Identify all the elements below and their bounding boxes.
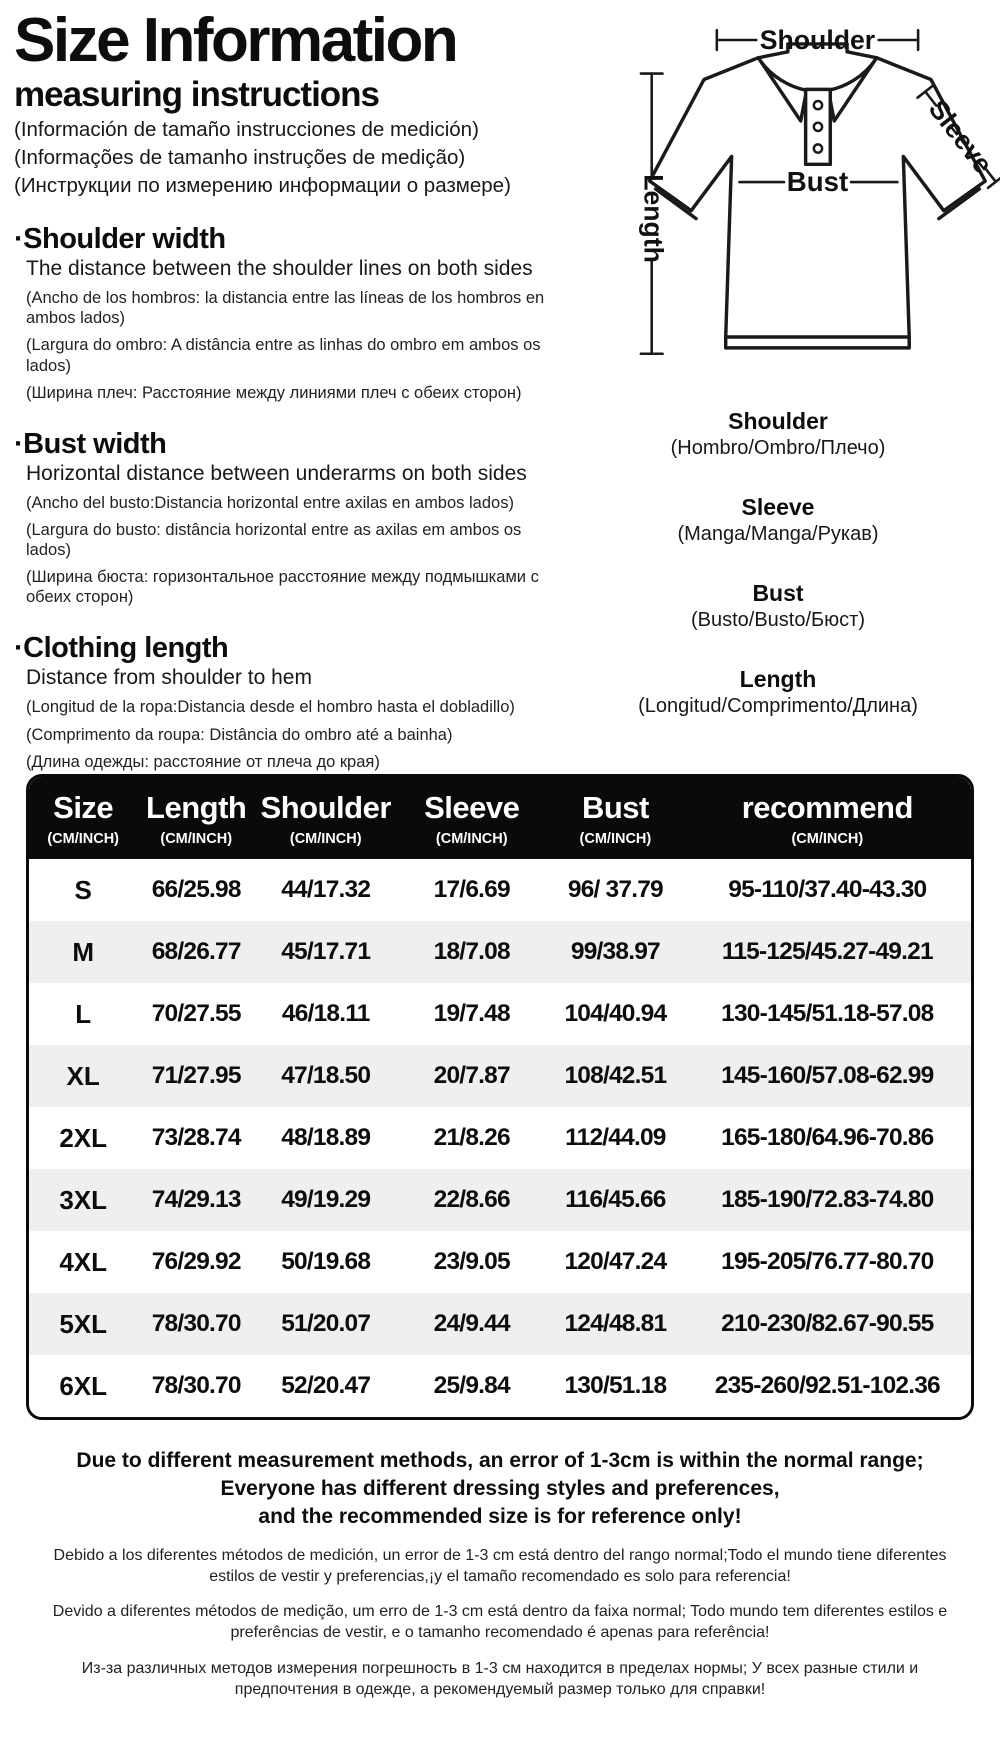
subtitle-translation-pt: (Informações de tamanho instruções de medição): [14, 146, 466, 170]
header-cell: [137, 790, 255, 847]
size-table: [26, 774, 974, 1420]
subtitle-translation-ru: (Инструкции по измерению информации о размере): [14, 174, 511, 198]
table-cell: 44/17.32: [281, 876, 371, 903]
measurement-legend: [556, 408, 1000, 718]
table-cell: 20/7.87: [433, 1062, 510, 1089]
legend-translations: (Longitud/Comprimento/Длина): [638, 695, 918, 717]
section-clothing-length: [14, 632, 562, 771]
section-bust-width: [14, 428, 562, 608]
section-translation-pt: (Largura do ombro: A distância entre as linhas do ombro em ambos os lados): [26, 336, 541, 375]
legend-term: Bust: [752, 580, 804, 606]
disclaimer-area: [0, 1447, 1000, 1701]
header-unit-label: (CM/INCH): [289, 831, 362, 847]
header-cell: [255, 790, 396, 847]
table-row: [29, 1355, 971, 1417]
disclaimer-russian: Из-за различных методов измерения погрешность в 1-3 см находится в пределах нормы; У всех разные стили и предпочтения в одежде, а рекомендуемый размер только для справки!: [81, 1659, 919, 1698]
table-cell: 45/17.71: [281, 938, 371, 965]
table-cell: 185-190/72.83-74.80: [721, 1186, 934, 1213]
sleeve-measure-label: Sleeve: [922, 94, 999, 180]
header-column-label: Sleeve: [424, 790, 520, 825]
section-translation-es: (Longitud de la ropa:Distancia desde el hombro hasta el dobladillo): [26, 698, 515, 717]
table-cell: 104/40.94: [564, 1000, 667, 1027]
size-label-cell: 2XL: [59, 1122, 107, 1153]
header-unit-label: (CM/INCH): [160, 831, 233, 847]
section-translation-ru: (Ширина плеч: Расстояние между линиями плеч с обеих сторон): [26, 383, 522, 402]
table-cell: 18/7.08: [433, 938, 510, 965]
disclaimer-english-line: Everyone has different dressing styles and preferences,: [220, 1476, 780, 1500]
header-column-label: recommend: [741, 790, 913, 825]
disclaimer-english-line: and the recommended size is for reference only!: [258, 1504, 742, 1528]
table-cell: 99/38.97: [570, 938, 660, 965]
table-cell: 70/27.55: [151, 1000, 241, 1027]
table-cell: 210-230/82.67-90.55: [721, 1310, 934, 1337]
table-row: [29, 1045, 971, 1107]
table-cell: 195-205/76.77-80.70: [721, 1248, 934, 1275]
table-row: [29, 1107, 971, 1169]
table-cell: 76/29.92: [151, 1248, 241, 1275]
legend-item: [556, 666, 1000, 718]
section-translation-pt: (Largura do busto: distância horizontal entre as axilas em ambos os lados): [26, 520, 522, 560]
diagram-column: [556, 0, 1000, 752]
table-cell: 96/ 37.79: [567, 876, 663, 903]
header-unit-label: (CM/INCH): [579, 831, 652, 847]
table-cell: 78/30.70: [151, 1372, 241, 1399]
table-cell: 51/20.07: [281, 1310, 371, 1337]
table-cell: 25/9.84: [433, 1372, 510, 1399]
table-row: [29, 1169, 971, 1231]
table-cell: 130/51.18: [564, 1372, 667, 1399]
section-description: Horizontal distance between underarms on both sides: [26, 461, 527, 485]
section-heading: ·Bust width: [14, 427, 167, 460]
disclaimer-spanish: Debido a los diferentes métodos de medición, un error de 1-3 cm está dentro del rango normal;Todo el mundo tiene diferentes estilos de vestir y preferencias,¡y el tamaño recomendado es solo para referencia!: [53, 1546, 947, 1585]
size-label-cell: XL: [66, 1060, 100, 1091]
legend-term: Length: [739, 666, 817, 692]
bust-measure-label: Bust: [786, 165, 849, 197]
table-row: [29, 1293, 971, 1355]
table-row: [29, 921, 971, 983]
table-cell: 46/18.11: [281, 1000, 370, 1027]
instructions-column: [14, 6, 562, 772]
table-cell: 23/9.05: [433, 1248, 510, 1275]
section-description: Distance from shoulder to hem: [26, 666, 312, 690]
legend-item: [556, 408, 1000, 460]
length-measure-label: Length: [638, 174, 669, 263]
section-translation-pt: (Comprimento da roupa: Distância do ombro até a bainha): [26, 725, 453, 744]
size-label-cell: 5XL: [59, 1308, 107, 1339]
polo-shirt-diagram: [556, 0, 1000, 378]
table-cell: 52/20.47: [281, 1372, 371, 1399]
size-label-cell: M: [72, 936, 94, 967]
subtitle-translation-es: (Información de tamaño instrucciones de medición): [14, 118, 479, 142]
table-cell: 71/27.95: [151, 1062, 241, 1089]
disclaimer-english-line: Due to different measurement methods, an error of 1-3cm is within the normal range;: [76, 1449, 924, 1472]
header-cell: [396, 790, 547, 847]
table-row: [29, 1231, 971, 1293]
table-cell: 130-145/51.18-57.08: [721, 1000, 934, 1027]
table-cell: 48/18.89: [281, 1124, 371, 1151]
legend-item: [556, 580, 1000, 632]
table-cell: 115-125/45.27-49.21: [721, 938, 933, 965]
shoulder-measure-label: Shoulder: [759, 24, 876, 55]
table-cell: 116/45.66: [565, 1186, 666, 1213]
section-heading: ·Shoulder width: [14, 223, 226, 256]
legend-translations: (Busto/Busto/Бюст): [690, 609, 865, 631]
table-row: [29, 859, 971, 921]
size-label-cell: 3XL: [59, 1184, 107, 1215]
table-cell: 73/28.74: [151, 1124, 241, 1151]
header-cell: [547, 790, 684, 847]
table-cell: 47/18.50: [281, 1062, 371, 1089]
header-unit-label: (CM/INCH): [791, 831, 864, 847]
header-unit-label: (CM/INCH): [47, 831, 119, 847]
section-description: The distance between the shoulder lines on both sides: [26, 257, 533, 281]
header-area: [0, 0, 1000, 772]
section-translation-ru: (Длина одежды: расстояние от плеча до края): [26, 752, 380, 771]
page-subtitle: measuring instructions: [14, 75, 380, 115]
table-cell: 50/19.68: [281, 1248, 371, 1275]
section-shoulder-width: [14, 223, 562, 403]
table-cell: 112/44.09: [565, 1124, 666, 1151]
table-cell: 24/9.44: [433, 1310, 510, 1337]
size-label-cell: S: [74, 874, 92, 905]
size-label-cell: L: [75, 998, 92, 1029]
table-cell: 49/19.29: [281, 1186, 371, 1213]
section-translation-es: (Ancho del busto:Distancia horizontal entre axilas en ambos lados): [26, 493, 514, 512]
size-label-cell: 6XL: [59, 1370, 107, 1401]
table-cell: 17/6.69: [433, 876, 510, 903]
header-unit-label: (CM/INCH): [435, 831, 508, 847]
header-cell: [29, 790, 137, 847]
header-column-label: Length: [146, 790, 247, 825]
disclaimer-portuguese: Devido a diferentes métodos de medição, um erro de 1-3 cm está dentro da faixa normal; Todo mundo tem diferentes estilos e preferências de vestir, e o tamanho recomendado é apenas para referência!: [52, 1603, 948, 1642]
header-column-label: Size: [53, 790, 114, 825]
table-cell: 124/48.81: [564, 1310, 667, 1337]
legend-item: [556, 494, 1000, 546]
section-heading: ·Clothing length: [14, 632, 229, 665]
section-translation-es: (Ancho de los hombros: la distancia entre las líneas de los hombros en ambos lados): [26, 289, 545, 328]
header-column-label: Bust: [581, 790, 649, 825]
table-cell: 19/7.48: [433, 1000, 510, 1027]
table-cell: 21/8.26: [433, 1124, 510, 1151]
legend-translations: (Hombro/Ombro/Плечо): [670, 437, 886, 459]
table-cell: 120/47.24: [564, 1248, 667, 1275]
size-table-body: [29, 859, 971, 1417]
header-column-label: Shoulder: [260, 790, 391, 825]
table-cell: 66/25.98: [151, 876, 241, 903]
legend-translations: (Manga/Manga/Рукав): [677, 523, 879, 545]
table-cell: 78/30.70: [151, 1310, 241, 1337]
header-cell: [684, 790, 971, 847]
table-cell: 68/26.77: [151, 938, 241, 965]
table-cell: 108/42.51: [564, 1062, 667, 1089]
section-translation-ru: (Ширина бюста: горизонтальное расстояние между подмышками с обеих сторон): [26, 568, 539, 607]
table-cell: 95-110/37.40-43.30: [728, 876, 927, 903]
table-cell: 145-160/57.08-62.99: [721, 1062, 934, 1089]
page-title: Size Information: [14, 6, 457, 75]
table-row: [29, 983, 971, 1045]
legend-term: Shoulder: [728, 408, 828, 434]
table-cell: 165-180/64.96-70.86: [721, 1124, 934, 1151]
table-cell: 74/29.13: [151, 1186, 241, 1213]
table-cell: 235-260/92.51-102.36: [714, 1372, 940, 1399]
size-table-header: [29, 777, 971, 859]
legend-term: Sleeve: [741, 494, 815, 520]
table-cell: 22/8.66: [433, 1186, 510, 1213]
size-label-cell: 4XL: [59, 1246, 107, 1277]
